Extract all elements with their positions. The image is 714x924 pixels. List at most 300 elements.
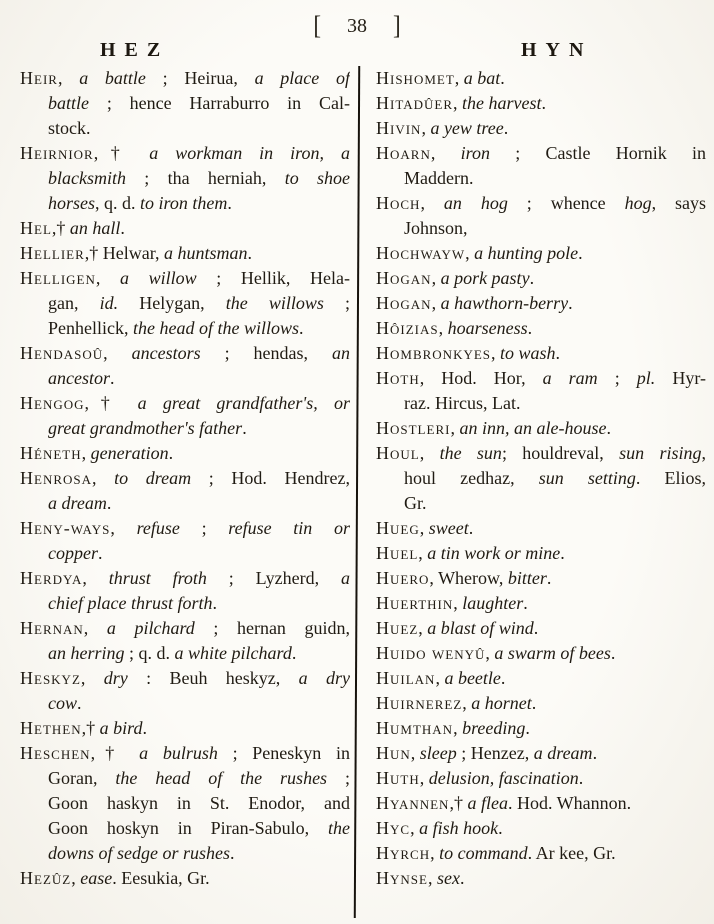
entry-headword: Huido wenyû: [376, 643, 486, 663]
definition-italic: a workman in iron, a: [149, 143, 350, 163]
definition-italic: to command: [439, 843, 528, 863]
entry-text: ,†: [84, 393, 138, 413]
definition-italic: a hawthorn-berry: [440, 293, 569, 313]
entry-text: ; houldreval,: [501, 443, 620, 463]
entry-line: [376, 266, 706, 291]
entry-text: . Ar kee, Gr.: [527, 843, 616, 863]
definition-italic: the head of the rushes: [115, 768, 328, 788]
entry-text: : Beuh heskyz,: [127, 668, 299, 688]
definition-italic: to wash: [500, 343, 556, 363]
entry-headword: Huez: [376, 618, 419, 638]
definition-italic: thrust froth: [108, 568, 207, 588]
entry-text: ,: [419, 768, 429, 788]
entry-headword: Hueg: [376, 518, 420, 538]
entry-text: ; Henzez,: [456, 743, 534, 763]
definition-italic: a blast of wind: [427, 618, 534, 638]
entry-text: ,: [83, 618, 107, 638]
definition-italic: a bulrush: [139, 743, 218, 763]
entry-line: [20, 591, 350, 616]
definition-italic: a ram: [542, 368, 598, 388]
entry-text: .: [97, 543, 103, 563]
entry-text: ,: [92, 468, 115, 488]
entry-headword: Hoch: [376, 193, 421, 213]
entry-text: ; Lyzherd,: [206, 568, 342, 588]
column-divider-rule: [354, 66, 360, 918]
entry-line: [20, 191, 350, 216]
entry-text: ,: [454, 68, 464, 88]
dictionary-entry: [376, 266, 706, 291]
entry-line: [376, 341, 706, 366]
entry-text: . Eesukia, Gr.: [112, 868, 210, 888]
entry-text: .: [212, 593, 217, 613]
definition-italic: to dream: [114, 468, 192, 488]
entry-text: ,: [450, 418, 460, 438]
entry-line: [376, 766, 706, 791]
dictionary-entry: [376, 716, 706, 741]
entry-text: ,: [435, 668, 445, 688]
entry-line: [376, 216, 706, 241]
dictionary-entry: [20, 716, 350, 741]
entry-line: [376, 491, 706, 516]
entry-line: [376, 591, 706, 616]
dictionary-entry: [20, 341, 350, 391]
entry-line: [376, 641, 706, 666]
entry-text: .: [498, 818, 503, 838]
definition-italic: hoarseness: [447, 318, 528, 338]
entry-text: ; hernan guidn,: [194, 618, 350, 638]
entry-text: ; Hod. Hendrez,: [191, 468, 350, 488]
entry-text: ;: [323, 293, 350, 313]
entry-text: ; hendas,: [200, 343, 333, 363]
entry-text: ,: [418, 543, 428, 563]
entry-text: ; Peneskyn in: [217, 743, 350, 763]
dictionary-entry: [376, 116, 706, 141]
entry-line: [20, 316, 350, 341]
right-column: [376, 66, 706, 891]
entry-headword: Huirnerez: [376, 693, 463, 713]
entry-text: ,† Helwar,: [84, 243, 165, 263]
dictionary-entry: [376, 616, 706, 641]
entry-headword: Hitadûer: [376, 93, 454, 113]
entry-line: [376, 841, 706, 866]
entry-headword: Hernan: [20, 618, 84, 638]
entry-text: .: [541, 93, 546, 113]
definition-italic: a battle: [79, 68, 146, 88]
entry-line: [376, 116, 706, 141]
dictionary-entry: [376, 691, 706, 716]
definition-italic: a huntsman: [164, 243, 248, 263]
dictionary-entry: [20, 516, 350, 566]
definition-italic: a hunting pole: [474, 243, 579, 263]
entry-text: ; hence Harraburro in Cal-: [89, 93, 350, 113]
entry-line: [20, 466, 350, 491]
entry-headword: Hendasoû: [20, 343, 104, 363]
entry-line: [376, 66, 706, 91]
definition-italic: hog: [624, 193, 652, 213]
entry-text: ,: [427, 868, 437, 888]
entry-line: [20, 391, 350, 416]
entry-text: .: [142, 718, 147, 738]
entry-headword: Huerthin: [376, 593, 454, 613]
entry-text: .: [291, 643, 297, 663]
definition-italic: a willow: [120, 268, 197, 288]
dictionary-entry: [20, 566, 350, 616]
dictionary-entry: [376, 791, 706, 816]
entry-text: .: [560, 543, 565, 563]
dictionary-entry: [20, 466, 350, 516]
entry-text: . Elios,: [635, 468, 706, 488]
entry-line: [20, 241, 350, 266]
dictionary-entry: [376, 241, 706, 266]
entry-line: [20, 416, 350, 441]
definition-italic: the head of the willows: [132, 318, 299, 338]
definition-italic: a flea: [467, 793, 508, 813]
entry-text: ; Heirua,: [145, 68, 255, 88]
entry-line: [20, 66, 350, 91]
definition-italic: an herring: [48, 643, 125, 663]
entry-line: [20, 866, 350, 891]
entry-text: ;: [597, 368, 637, 388]
definition-italic: the willows: [225, 293, 324, 313]
dictionary-entry: [376, 316, 706, 341]
dictionary-entry: [376, 541, 706, 566]
entry-line: [376, 791, 706, 816]
entry-text: .: [468, 518, 474, 538]
entry-text: Johnson,: [404, 218, 468, 238]
entry-line: [376, 816, 706, 841]
definition-italic: generation: [90, 443, 169, 463]
entry-line: [376, 741, 706, 766]
dictionary-entry: [376, 141, 706, 191]
definition-italic: breeding: [462, 718, 526, 738]
definition-italic: pl.: [636, 368, 656, 388]
definition-italic: the sun: [439, 443, 502, 463]
entry-headword: Huero: [376, 568, 430, 588]
dictionary-entry: [376, 641, 706, 666]
dictionary-entry: [376, 291, 706, 316]
entry-headword: Hynse: [376, 868, 428, 888]
entry-text: ,: [410, 743, 420, 763]
dictionary-entry: [376, 666, 706, 691]
entry-headword: Humthan: [376, 718, 454, 738]
entry-line: [20, 491, 350, 516]
entry-line: [20, 666, 350, 691]
entry-text: ,: [701, 443, 706, 463]
entry-text: Goon haskyn in St. Enodor, and: [48, 793, 350, 813]
definition-italic: ancestor: [48, 368, 110, 388]
definition-italic: a dream: [48, 493, 107, 513]
entry-text: ,: [71, 868, 81, 888]
entry-text: .: [592, 743, 598, 763]
entry-line: [20, 816, 350, 841]
entry-text: ,: [110, 518, 137, 538]
entry-headword: Hyc: [376, 818, 411, 838]
definition-italic: an hog: [443, 193, 508, 213]
entry-headword: Hyrch: [376, 843, 431, 863]
entry-text: . Hod. Whannon.: [507, 793, 632, 813]
definition-italic: refuse: [136, 518, 180, 538]
page-number-left-bracket: [: [313, 11, 321, 40]
definition-italic: sun setting: [538, 468, 636, 488]
entry-headword: Heny-ways: [20, 518, 111, 538]
definition-italic: delusion, fascination: [428, 768, 579, 788]
page-number-value: 38: [347, 14, 367, 37]
entry-headword: Hengog: [20, 393, 85, 413]
entry-line: [20, 91, 350, 116]
entry-text: .: [77, 693, 82, 713]
entry-headword: Heschen: [20, 743, 91, 763]
entry-text: raz. Hircus, Lat.: [404, 393, 521, 413]
entry-headword: Hogan: [376, 293, 432, 313]
entry-text: ,: [419, 518, 429, 538]
entry-line: [20, 366, 350, 391]
entry-headword: Hoarn: [376, 143, 431, 163]
entry-text: ,: [420, 193, 444, 213]
entry-text: .: [230, 843, 235, 863]
entry-text: ,: [453, 718, 463, 738]
entry-line: [376, 191, 706, 216]
dictionary-entry: [376, 341, 706, 366]
entry-line: [20, 841, 350, 866]
entry-text: .: [555, 343, 561, 363]
entry-text: ; whence: [507, 193, 625, 213]
entry-text: Penhellick,: [48, 318, 133, 338]
definition-italic: blacksmith: [48, 168, 126, 188]
definition-italic: an inn, an ale-house: [459, 418, 607, 438]
entry-text: ,: [453, 593, 463, 613]
entry-line: [376, 666, 706, 691]
entry-headword: Hogan: [376, 268, 432, 288]
definition-italic: a dry: [298, 668, 350, 688]
entry-line: [20, 541, 350, 566]
entry-text: ,: [462, 693, 472, 713]
page-number: [0, 13, 714, 39]
definition-italic: laughter: [462, 593, 524, 613]
entry-line: [20, 716, 350, 741]
entry-text: ,: [57, 68, 80, 88]
definition-italic: ancestors: [131, 343, 201, 363]
entry-headword: Hombronkyes: [376, 343, 492, 363]
entry-text: ,: [419, 443, 440, 463]
entry-text: ,†: [449, 793, 468, 813]
definition-italic: a dream: [533, 743, 593, 763]
definition-italic: a swarm of bees: [494, 643, 611, 663]
entry-line: [376, 416, 706, 441]
entry-line: [376, 466, 706, 491]
entry-text: ;: [179, 518, 229, 538]
dictionary-entry: [376, 841, 706, 866]
definition-italic: id.: [99, 293, 119, 313]
definition-italic: a beetle: [444, 668, 501, 688]
definition-italic: a pilchard: [106, 618, 195, 638]
entry-text: .: [525, 718, 530, 738]
page-number-right-bracket: ]: [393, 11, 401, 40]
entry-text: .: [106, 493, 112, 513]
entry-text: Hyr-: [655, 368, 706, 388]
entry-text: .: [500, 668, 506, 688]
entry-text: .: [168, 443, 174, 463]
entry-text: .: [120, 218, 125, 238]
entry-line: [20, 216, 350, 241]
entry-text: .: [606, 418, 611, 438]
definition-italic: a tin work or mine: [427, 543, 561, 563]
dictionary-entry: [20, 241, 350, 266]
entry-line: [376, 566, 706, 591]
entry-line: [20, 291, 350, 316]
definition-italic: a yew tree: [430, 118, 504, 138]
entry-line: [20, 616, 350, 641]
entry-headword: Henrosa: [20, 468, 93, 488]
entry-text: ,: [418, 618, 428, 638]
entry-text: , Wherow,: [429, 568, 508, 588]
dictionary-entry: [20, 441, 350, 466]
entry-headword: Hyannen: [376, 793, 450, 813]
entry-headword: Heir: [20, 68, 58, 88]
entry-text: ,: [431, 293, 441, 313]
definition-italic: a fish hook: [419, 818, 499, 838]
entry-line: [20, 141, 350, 166]
dictionary-entry: [376, 866, 706, 891]
entry-text: .: [529, 268, 535, 288]
definition-italic: copper: [48, 543, 98, 563]
entry-text: .: [610, 643, 616, 663]
entry-text: ,: [81, 443, 91, 463]
entry-text: .: [227, 193, 232, 213]
entry-text: , Hod. Hor,: [419, 368, 543, 388]
definition-italic: a white pilchard: [174, 643, 292, 663]
entry-line: [376, 616, 706, 641]
dictionary-entry: [376, 741, 706, 766]
entry-headword: Huilan: [376, 668, 436, 688]
definition-italic: sex: [436, 868, 460, 888]
entry-line: [20, 766, 350, 791]
entry-text: .: [110, 368, 115, 388]
entry-text: .: [533, 618, 539, 638]
definition-italic: a bird: [99, 718, 143, 738]
definition-italic: an hall: [69, 218, 121, 238]
entry-headword: Heirnior: [20, 143, 94, 163]
entry-text: ,: [95, 268, 121, 288]
definition-italic: an: [332, 343, 350, 363]
dictionary-entry: [376, 566, 706, 591]
entry-text: , q. d.: [95, 193, 141, 213]
definition-italic: iron: [460, 143, 490, 163]
entry-text: .: [242, 418, 247, 438]
dictionary-entry: [20, 741, 350, 866]
entry-text: .: [298, 318, 304, 338]
entry-text: ,: [491, 343, 501, 363]
dictionary-entry: [376, 366, 706, 416]
entry-text: ,†: [51, 218, 70, 238]
definition-italic: bitter: [507, 568, 547, 588]
left-column: [20, 66, 350, 891]
dictionary-entry: [20, 616, 350, 666]
dictionary-entry: [20, 141, 350, 216]
definition-italic: refuse tin or: [228, 518, 350, 538]
definition-italic: a pork pasty: [440, 268, 530, 288]
entry-headword: Hethen: [20, 718, 82, 738]
definition-italic: to shoe: [284, 168, 350, 188]
entry-headword: Huel: [376, 543, 419, 563]
dictionary-entry: [376, 191, 706, 241]
dictionary-entry: [376, 91, 706, 116]
entry-text: ;: [327, 768, 350, 788]
entry-text: ,†: [93, 143, 150, 163]
entry-text: stock.: [48, 118, 91, 138]
entry-line: [20, 441, 350, 466]
entry-line: [20, 266, 350, 291]
dictionary-entry: [20, 266, 350, 341]
entry-text: Maddern.: [404, 168, 474, 188]
entry-headword: Hôizias: [376, 318, 439, 338]
definition-italic: cow: [48, 693, 77, 713]
dictionary-entry: [376, 66, 706, 91]
entry-text: ,: [465, 243, 475, 263]
entry-line: [376, 391, 706, 416]
entry-line: [376, 516, 706, 541]
entry-text: .: [459, 868, 465, 888]
entry-text: Goon hoskyn in Piran-Sabulo,: [48, 818, 328, 838]
entry-headword: Hivin: [376, 118, 422, 138]
entry-text: .: [503, 118, 509, 138]
entry-headword: Huth: [376, 768, 420, 788]
entry-headword: Hezûz: [20, 868, 72, 888]
entry-text: .: [568, 293, 573, 313]
entry-line: [376, 316, 706, 341]
entry-text: .: [527, 318, 533, 338]
entry-line: [20, 691, 350, 716]
entry-text: ,: [82, 568, 109, 588]
entry-text: ,: [103, 343, 132, 363]
definition-italic: a: [341, 568, 350, 588]
entry-headword: Hel: [20, 218, 52, 238]
definition-italic: sun rising: [619, 443, 702, 463]
entry-text: Gr.: [404, 493, 427, 513]
entry-text: .: [578, 243, 583, 263]
definition-italic: sweet: [428, 518, 469, 538]
entry-line: [376, 716, 706, 741]
entry-text: .: [578, 768, 584, 788]
dictionary-entry: [20, 391, 350, 441]
dictionary-entry: [376, 416, 706, 441]
dictionary-entry: [20, 66, 350, 141]
definition-italic: the: [328, 818, 350, 838]
definition-italic: ease: [80, 868, 113, 888]
entry-text: .: [247, 243, 253, 263]
entry-line: [376, 866, 706, 891]
entry-text: ,: [421, 118, 431, 138]
entry-headword: Helligen: [20, 268, 96, 288]
entry-text: .: [523, 593, 528, 613]
entry-line: [20, 641, 350, 666]
definition-italic: a bat: [463, 68, 501, 88]
entry-line: [20, 516, 350, 541]
entry-line: [20, 791, 350, 816]
entry-line: [20, 166, 350, 191]
entry-line: [376, 691, 706, 716]
dictionary-entry: [20, 216, 350, 241]
entry-line: [20, 566, 350, 591]
entry-text: .: [531, 693, 537, 713]
entry-text: ,: [410, 818, 420, 838]
definition-italic: great grandmother's father: [48, 418, 243, 438]
entry-line: [20, 741, 350, 766]
entry-headword: Hun: [376, 743, 411, 763]
definition-italic: a place of: [254, 68, 350, 88]
entry-line: [376, 91, 706, 116]
entry-text: gan,: [48, 293, 100, 313]
definition-italic: dry: [103, 668, 128, 688]
